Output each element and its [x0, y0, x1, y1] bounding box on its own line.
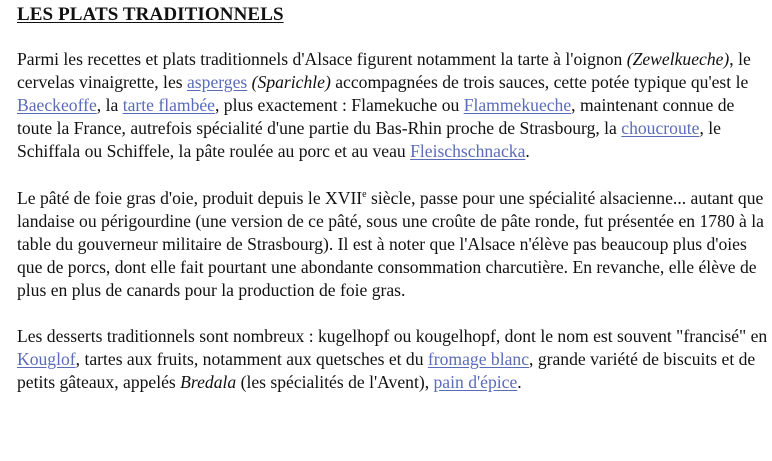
text-run: , tartes aux fruits, notamment aux quetsches et du: [75, 349, 428, 369]
paragraph-desserts: [17, 325, 769, 394]
superscript-e: e: [362, 189, 367, 201]
text-run: .: [517, 372, 522, 392]
italic-term-zewelkueche: (Zewelkueche): [626, 49, 730, 69]
paragraph-traditional-dishes: [17, 48, 769, 163]
text-run: , plus exactement : Flamekuche ou: [215, 95, 464, 115]
document-page: [17, 3, 769, 394]
text-run: , maintenant connue de toute la France, autrefois spécialité d'une partie du Bas-Rhin proche de Strasbourg, la: [17, 95, 735, 138]
text-run: , le cervelas vinaigrette, les: [17, 49, 751, 92]
italic-term-bredala: Bredala: [180, 372, 237, 392]
text-run: , la: [96, 95, 123, 115]
section-title: LES PLATS TRADITIONNELS: [17, 4, 284, 25]
paragraph-foie-gras: [17, 187, 769, 302]
link-choucroute[interactable]: choucroute: [621, 118, 700, 138]
link-fleischschnacka[interactable]: Fleischschnacka: [410, 141, 526, 161]
text-run: , grande variété de biscuits et de petits gâteaux, appelés: [17, 349, 756, 392]
link-pain-d-epice[interactable]: pain d'épice: [433, 372, 518, 392]
text-run: , le Schiffala ou Schiffele, la pâte roulée au porc et au veau: [17, 118, 721, 161]
link-fromage-blanc[interactable]: fromage blanc: [427, 349, 530, 369]
text-run: .: [525, 141, 530, 161]
text-run: Le pâté de foie gras d'oie, produit depuis le XVII: [17, 188, 363, 208]
link-baeckeoffe[interactable]: Baeckeoffe: [17, 95, 97, 115]
link-kouglof[interactable]: Kouglof: [17, 349, 76, 369]
link-tarte-flambee[interactable]: tarte flambée: [122, 95, 215, 115]
text-run: Les desserts traditionnels sont nombreux : kugelhopf ou kougelhopf, dont le nom est souvent "francisé" en: [17, 326, 768, 346]
text-run: siècle, passe pour une spécialité alsacienne... autant que landaise ou périgourdine (une version de ce pâté, sous une croûte de pâte ronde, fut présentée en 1780 à la table du gouverneur militaire de Strasbourg). Il est à noter que l'Alsace n'élève pas beaucoup plus d'oies que de porcs, dont elle fait pourtant une abondante consommation charcutière. En revanche, elle élève de plus en plus de canards pour la production de foie gras.: [17, 188, 764, 300]
text-run: (les spécialités de l'Avent),: [236, 372, 434, 392]
text-run: Parmi les recettes et plats traditionnels d'Alsace figurent notamment la tarte à l'oignon: [17, 49, 627, 69]
italic-term-sparichle: (Sparichle): [251, 72, 331, 92]
text-run: accompagnées de trois sauces, cette potée typique qu'est le: [330, 72, 749, 92]
link-asperges[interactable]: asperges: [187, 72, 248, 92]
link-flammekueche[interactable]: Flammekueche: [463, 95, 572, 115]
